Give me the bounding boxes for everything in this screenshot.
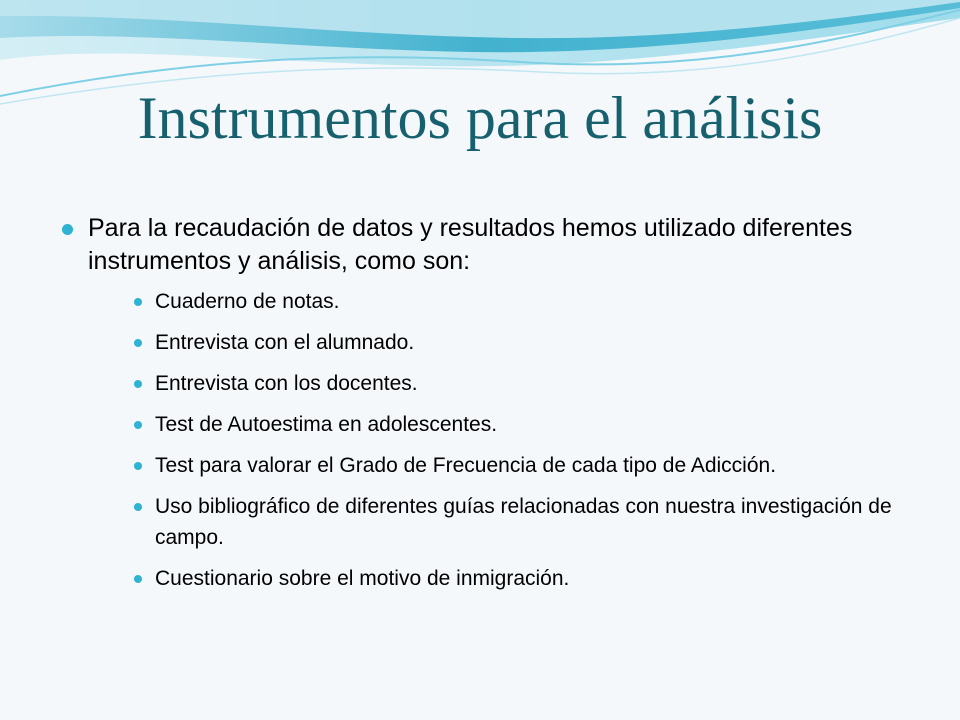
slide-body xyxy=(62,212,912,604)
list-item xyxy=(134,491,912,553)
list-item-text: Cuaderno de notas. xyxy=(155,290,340,313)
bullet-dot-icon xyxy=(134,339,142,347)
list-item-text: Uso bibliográfico de diferentes guías relacionadas con nuestra investigación de campo. xyxy=(155,495,892,549)
list-item-text: Entrevista con los docentes. xyxy=(155,372,418,395)
list-item xyxy=(134,563,912,594)
list-item-text: Test para valorar el Grado de Frecuencia de cada tipo de Adicción. xyxy=(155,454,777,477)
list-item-text: Cuestionario sobre el motivo de inmigración. xyxy=(155,567,570,590)
list-item xyxy=(134,327,912,358)
list-item xyxy=(134,286,912,317)
slide-title: Instrumentos para el análisis xyxy=(137,85,823,151)
intro-text: Para la recaudación de datos y resultados hemos utilizado diferentes instrumentos y análisis, como son: xyxy=(88,214,853,275)
bullet-dot-icon xyxy=(134,380,142,388)
instrument-list xyxy=(62,286,912,594)
bullet-dot-icon xyxy=(134,298,142,306)
bullet-dot-icon xyxy=(134,503,142,511)
list-item xyxy=(134,368,912,399)
bullet-dot-icon xyxy=(134,575,142,583)
bullet-dot-icon xyxy=(134,421,142,429)
list-item-text: Test de Autoestima en adolescentes. xyxy=(155,413,498,436)
list-item xyxy=(134,409,912,440)
list-item-text: Entrevista con el alumnado. xyxy=(155,331,415,354)
list-item xyxy=(134,450,912,481)
main-bullet-point xyxy=(62,212,912,278)
bullet-dot-icon xyxy=(134,462,142,470)
bullet-dot-icon xyxy=(62,224,73,235)
